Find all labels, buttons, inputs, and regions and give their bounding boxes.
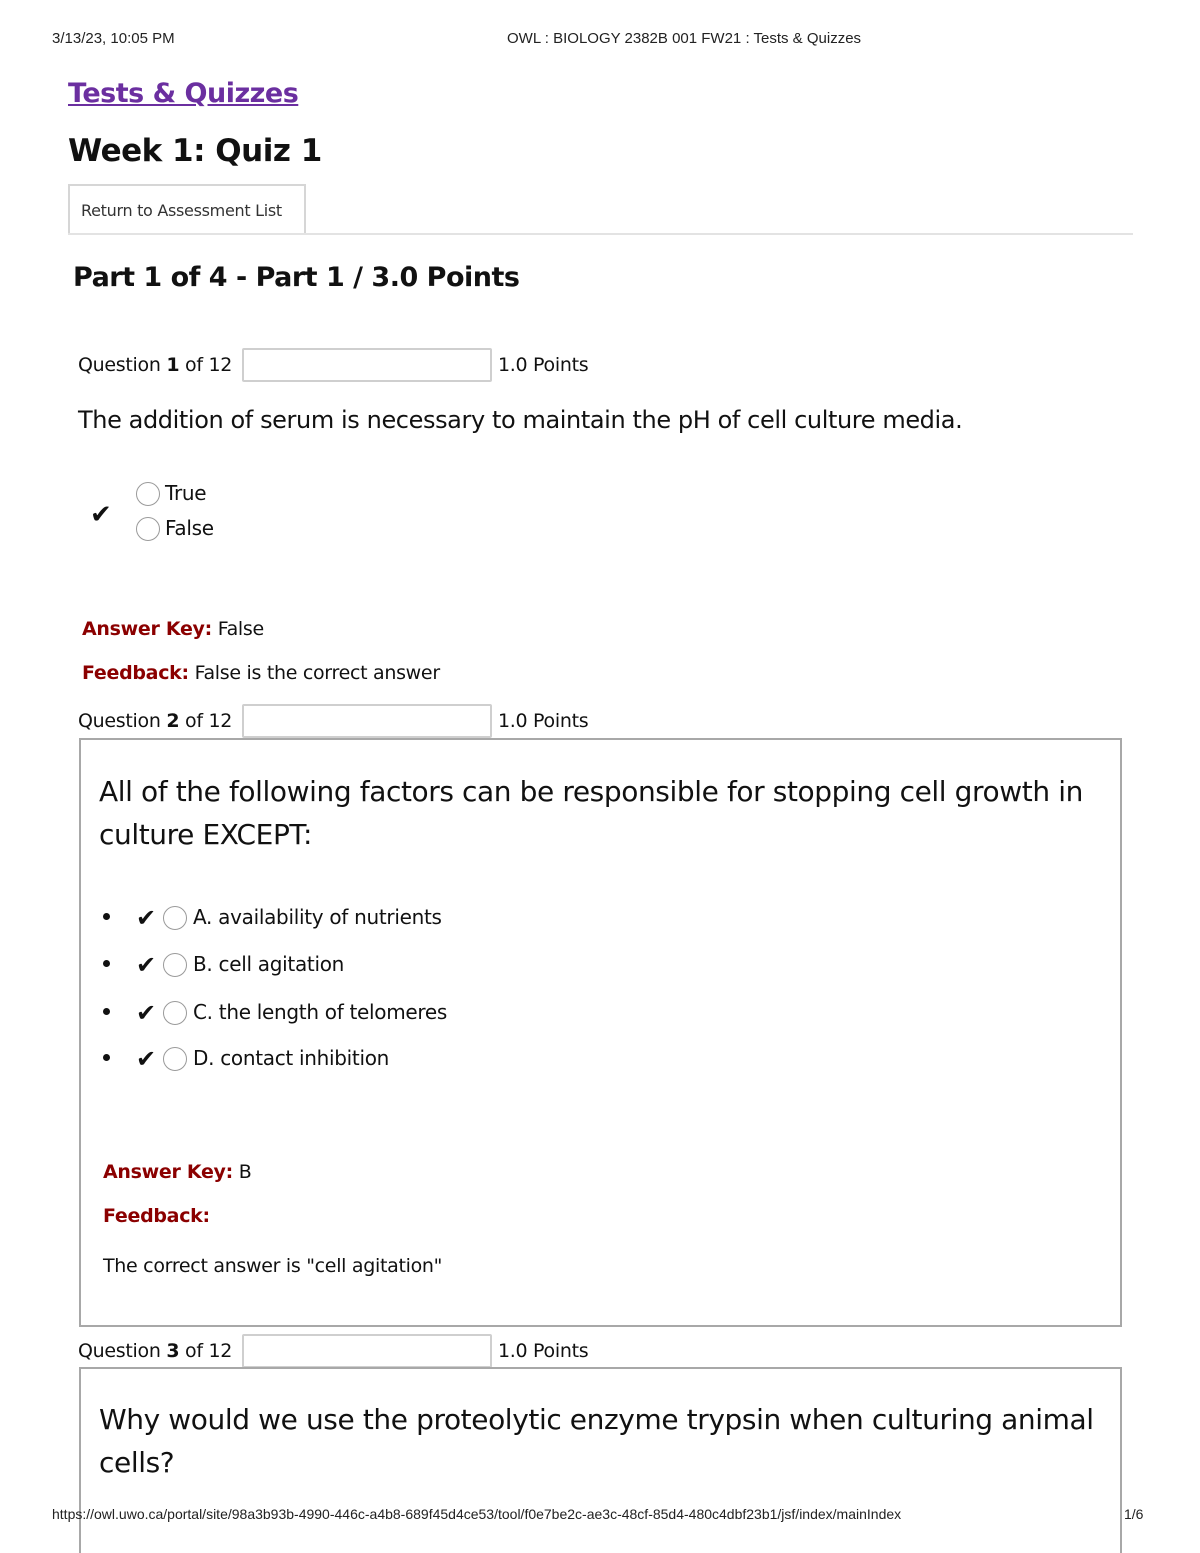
question-3-label: Question 3 of 12 [78,1340,233,1362]
check-icon: ✔ [90,500,112,530]
list-item [81,1045,681,1075]
question-1-text: The addition of serum is necessary to maintain the pH of cell culture media. [78,406,963,434]
print-page-number: 1/6 [1124,1506,1144,1522]
question-2-label: Question 2 of 12 [78,710,233,732]
question-1-feedback: Feedback: False is the correct answer [82,662,440,684]
return-to-assessment-list-button[interactable]: Return to Assessment List [68,184,306,235]
question-2-option-d: D. contact inhibition [193,1046,390,1070]
bullet-icon [103,913,110,920]
question-2-score-input[interactable] [242,704,492,738]
question-2-points: 1.0 Points [498,710,589,732]
question-1-label: Question 1 of 12 [78,354,233,376]
tab-divider [68,233,1133,235]
question-2-box [79,738,1122,1327]
bullet-icon [103,1054,110,1061]
question-2-feedback-label: Feedback: [103,1205,210,1227]
breadcrumb-tests-quizzes-link[interactable]: Tests & Quizzes [68,78,299,109]
radio-icon[interactable] [163,906,187,930]
radio-icon[interactable] [136,482,160,506]
check-icon: ✔ [136,999,157,1027]
part-title: Part 1 of 4 - Part 1 / 3.0 Points [73,262,520,293]
list-item [81,904,681,934]
check-icon: ✔ [136,904,157,932]
check-icon: ✔ [136,951,157,979]
question-2-feedback: The correct answer is "cell agitation" [103,1255,443,1277]
question-2-option-c: C. the length of telomeres [193,1000,448,1024]
question-1-score-input[interactable] [242,348,492,382]
radio-icon[interactable] [163,1001,187,1025]
print-footer [0,1506,1200,1526]
bullet-icon [103,960,110,967]
question-1-points: 1.0 Points [498,354,589,376]
radio-icon[interactable] [136,517,160,541]
question-2-option-a: A. availability of nutrients [193,905,442,929]
radio-icon[interactable] [163,953,187,977]
list-item [81,999,681,1029]
page-title: Week 1: Quiz 1 [68,133,322,169]
question-1-option-true: True [165,481,207,505]
question-1-answer-key: Answer Key: False [82,618,264,640]
radio-icon[interactable] [163,1047,187,1071]
question-3-score-input[interactable] [242,1334,492,1368]
question-2-option-b: B. cell agitation [193,952,345,976]
bullet-icon [103,1008,110,1015]
print-date: 3/13/23, 10:05 PM [52,30,175,47]
question-2-text: All of the following factors can be responsible for stopping cell growth in culture EXCEPT: [99,775,1083,851]
print-url: https://owl.uwo.ca/portal/site/98a3b93b-4990-446c-a4b8-689f45d4ce53/tool/f0e7be2c-ae3c-48cf-85d4-480c4dbf23b1/jsf/index/mainIndex [52,1506,902,1522]
question-1-option-false: False [165,516,214,540]
check-icon: ✔ [136,1045,157,1073]
print-page-title: OWL : BIOLOGY 2382B 001 FW21 : Tests & Quizzes [507,30,862,47]
print-header [0,30,1200,50]
question-3-points: 1.0 Points [498,1340,589,1362]
question-2-answer-key: Answer Key: B [103,1161,252,1183]
question-3-text: Why would we use the proteolytic enzyme trypsin when culturing animal cells? [99,1403,1094,1479]
list-item [81,951,681,981]
